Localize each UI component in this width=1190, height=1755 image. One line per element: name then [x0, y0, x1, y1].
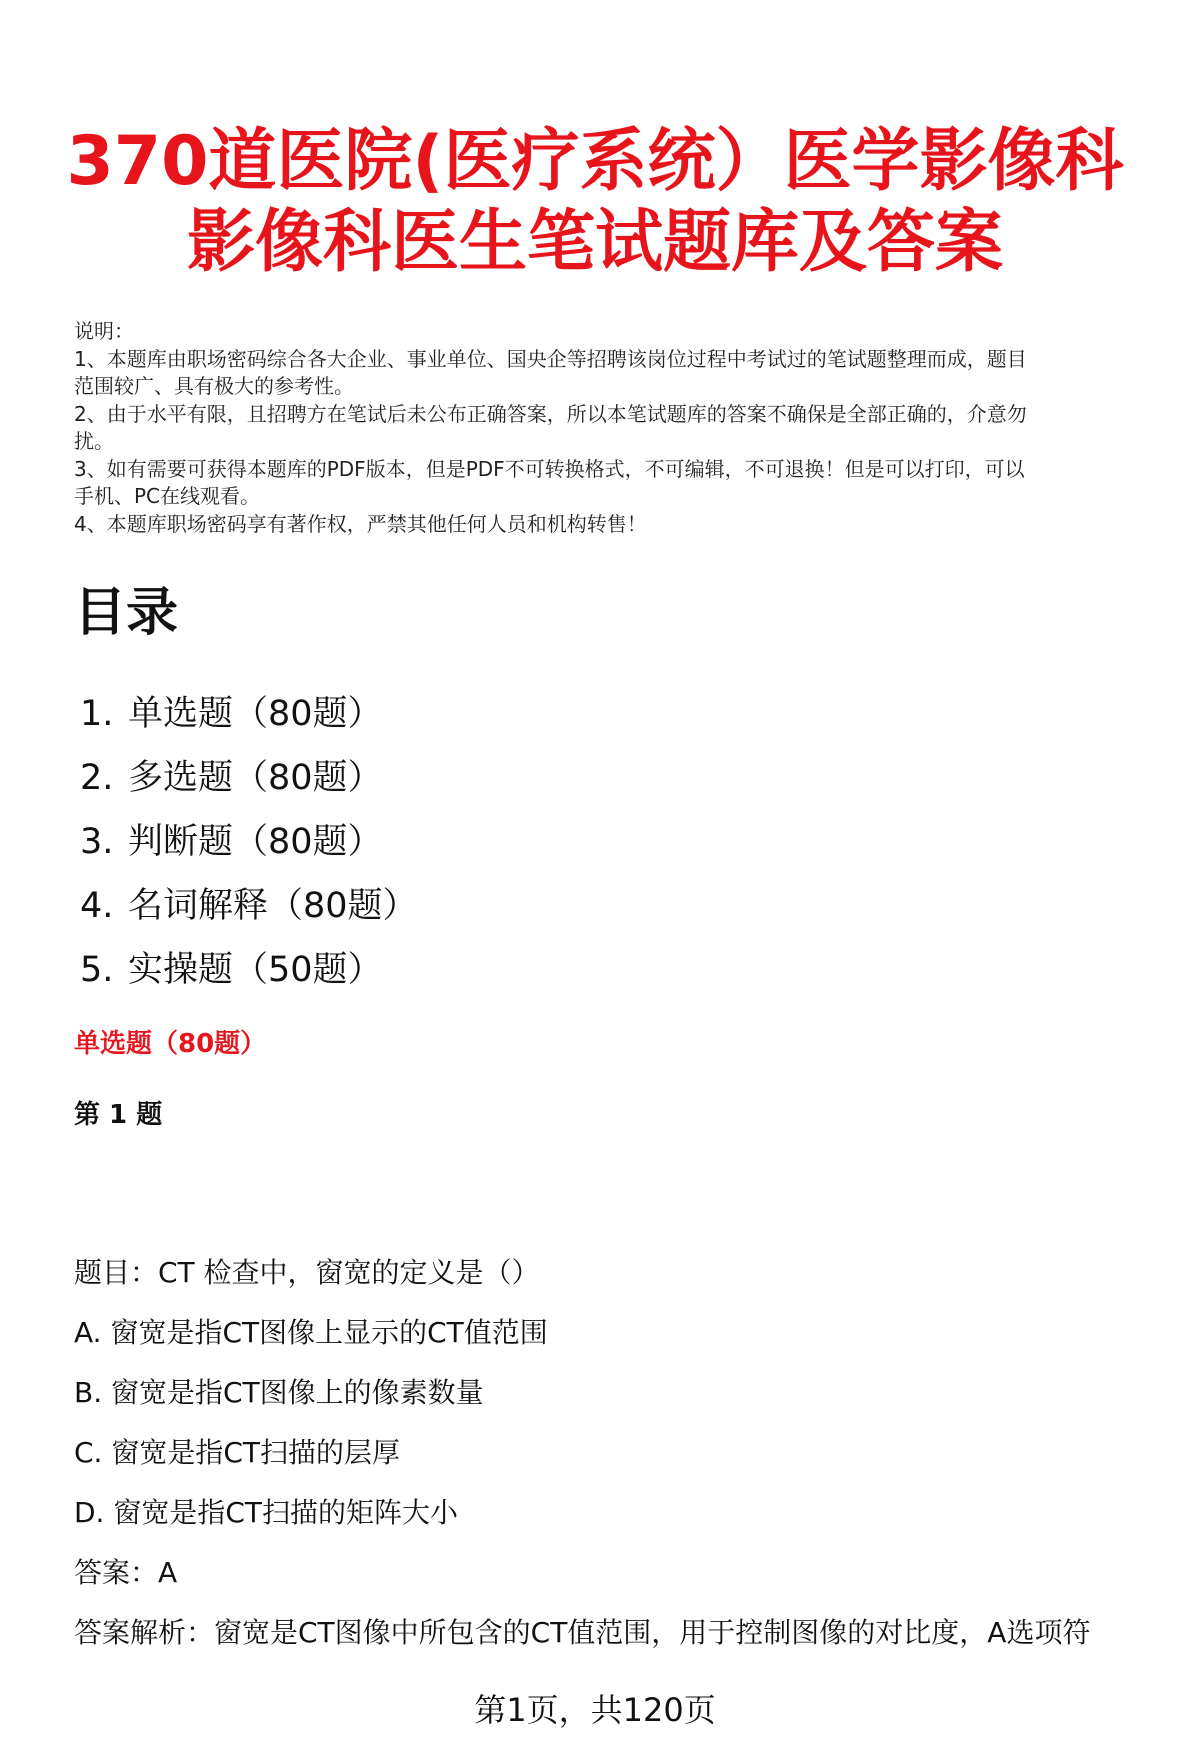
toc-item-label: 多选题（80题） — [128, 758, 383, 798]
toc-item-number: 5. — [80, 950, 114, 990]
page-footer: 第1页，共120页 — [474, 1691, 716, 1729]
question-answer: 答案：A — [74, 1556, 178, 1589]
question-option-d: D. 窗宽是指CT扫描的矩阵大小 — [74, 1496, 459, 1529]
toc-list — [80, 682, 418, 1002]
toc-title: 目录 — [74, 583, 179, 643]
toc-item-single-choice[interactable] — [80, 682, 418, 746]
section-title: 单选题（80题） — [74, 1029, 267, 1059]
toc-item-number: 1. — [80, 694, 114, 734]
question-option-c: C. 窗宽是指CT扫描的层厚 — [74, 1436, 401, 1469]
toc-item-number: 3. — [80, 822, 114, 862]
question-option-a: A. 窗宽是指CT图像上显示的CT值范围 — [74, 1316, 548, 1349]
question-explanation: 答案解析：窗宽是CT图像中所包含的CT值范围，用于控制图像的对比度，A选项符 — [74, 1616, 1091, 1649]
toc-item-number: 4. — [80, 886, 114, 926]
notes-line: 4、本题库职场密码享有著作权，严禁其他任何人员和机构转售！ — [74, 511, 647, 536]
notes-line: 3、如有需要可获得本题库的PDF版本，但是PDF不可转换格式，不可编辑，不可退换！但是可以打印，可以 — [74, 456, 1025, 481]
toc-item-multiple-choice[interactable] — [80, 746, 418, 810]
toc-item-practical[interactable] — [80, 938, 418, 1002]
toc-item-label: 名词解释（80题） — [128, 886, 418, 926]
toc-item-label: 判断题（80题） — [128, 822, 383, 862]
document-title-line-2: 影像科医生笔试题库及答案 — [186, 203, 1003, 282]
question-stem: 题目：CT 检查中，窗宽的定义是（） — [74, 1256, 540, 1289]
notes-line: 1、本题库由职场密码综合各大企业、事业单位、国央企等招聘该岗位过程中考试过的笔试题整理而成，题目 — [74, 346, 1027, 371]
toc-item-number: 2. — [80, 758, 114, 798]
notes-line: 范围较广、具有极大的参考性。 — [74, 374, 354, 398]
question-block — [74, 1243, 1174, 1663]
question-option-b: B. 窗宽是指CT图像上的像素数量 — [74, 1376, 484, 1409]
toc-item-label: 实操题（50题） — [128, 950, 383, 990]
question-number: 第 1 题 — [74, 1100, 163, 1130]
notes-line: 2、由于水平有限，且招聘方在笔试后未公布正确答案，所以本笔试题库的答案不确保是全部正确的，介意勿 — [74, 401, 1027, 426]
notes-block — [74, 318, 1154, 538]
toc-item-true-false[interactable] — [80, 810, 418, 874]
notes-heading: 说明： — [74, 319, 134, 343]
toc-item-label: 单选题（80题） — [128, 694, 383, 734]
document-title-line-1: 370道医院(医疗系统）医学影像科 — [66, 122, 1124, 201]
toc-item-term-definition[interactable] — [80, 874, 418, 938]
notes-line: 手机、PC在线观看。 — [74, 484, 261, 508]
notes-line: 扰。 — [74, 429, 114, 453]
